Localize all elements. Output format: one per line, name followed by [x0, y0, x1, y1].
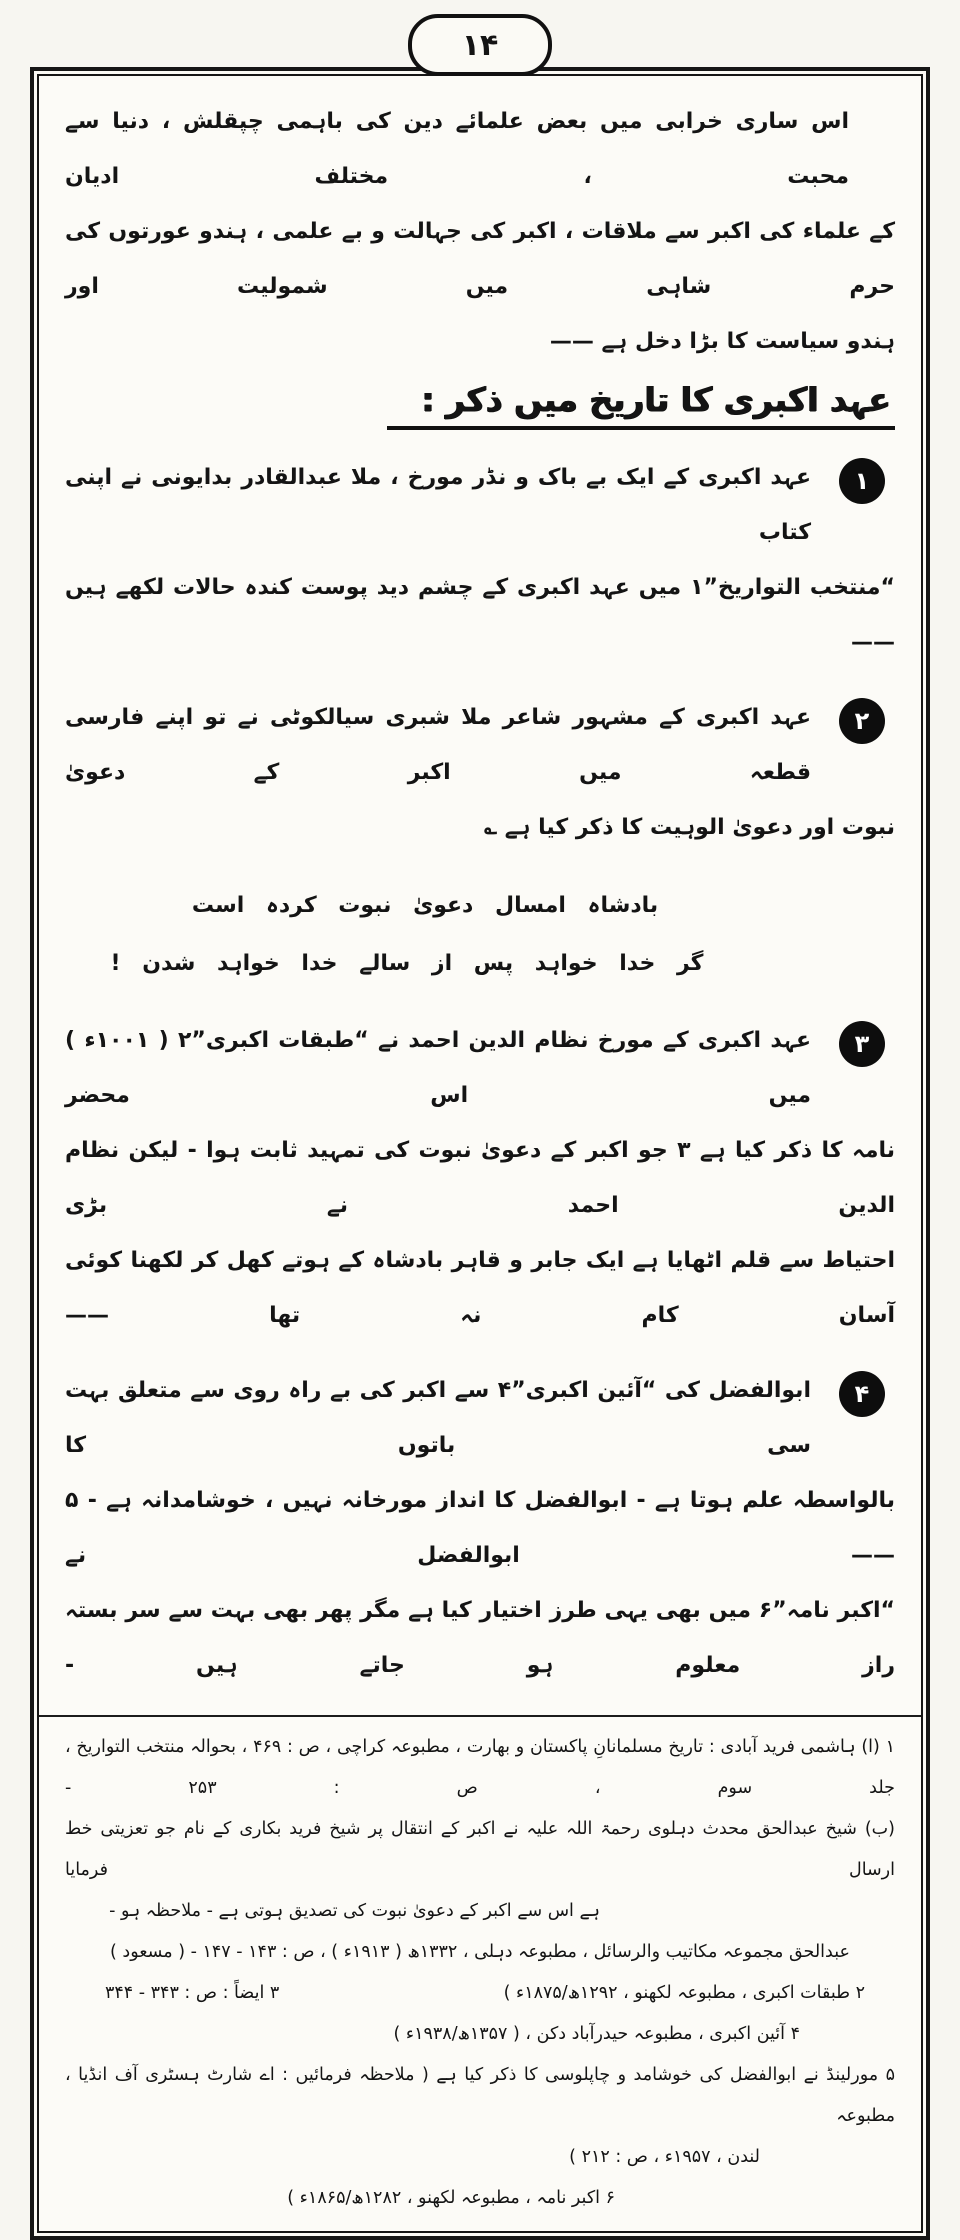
footnote-2-3-row [65, 1973, 895, 2014]
list-item-4 [65, 1363, 895, 1693]
footnote-1-line-a: ۱ (ا) ہاشمی فرید آبادی : تاریخ مسلمانانِ پاکستان و بھارت ، مطبوعہ کراچی ، ص : ۴۶۹ ، بحوالہ منتخب التواریخ ، جلد سوم ، ص : ۲۵۳ - [65, 1737, 895, 1798]
item-1-line-1: عہد اکبری کے ایک بے باک و نڈر مورخ ، ملا عبدالقادر بدایونی نے اپنی کتاب [65, 465, 811, 545]
intro-line-2: کے علماء کی اکبر سے ملاقات ، اکبر کی جہالت و بے علمی ، ہندو عورتوں کی حرم شاہی میں شمولیت اور [65, 219, 895, 299]
item-3-line-2: نامہ کا ذکر کیا ہے ۳ جو اکبر کے دعویٰ نبوت کی تمہید ثابت ہوا - لیکن نظام الدین احمد نے بڑی [65, 1138, 895, 1218]
footnote-2: ۲ طبقات اکبری ، مطبوعہ لکھنو ، ۱۲۹۲ھ/۱۸۷۵ء ) [503, 1983, 865, 2003]
item-3-line-3: احتیاط سے قلم اٹھایا ہے ایک جابر و قاہر بادشاہ کے ہوتے کھل کر لکھنا کوئی آسان کام نہ تھا —— [65, 1248, 895, 1328]
list-item-1 [65, 450, 895, 670]
item-4-line-3: “اکبر نامہ”۶ میں بھی یہی طرز اختیار کیا ہے مگر پھر بھی بہت سے سر بستہ راز معلوم ہو جاتے ہیں - [65, 1598, 895, 1678]
footnote-1-line-d: عبدالحق مجموعہ مکاتیب والرسائل ، مطبوعہ دہلی ، ۱۳۳۲ھ ( ۱۹۱۳ء ) ، ص : ۱۴۳ - ۱۴۷ - ( مسعود ) [110, 1942, 850, 1962]
item-4-number-badge: ۴ [839, 1371, 885, 1417]
intro-paragraph [65, 94, 895, 369]
item-1-number-badge: ۱ [839, 458, 885, 504]
item-3-line-1: عہد اکبری کے مورخ نظام الدین احمد نے “طبقات اکبری”۲ ( ۱۰۰۱ء ) میں اس محضر [65, 1028, 812, 1108]
couplet-line-2: گر خدا خواہد پس از سالے خدا خواہد شدن ! [110, 951, 704, 976]
list-item-3 [65, 1013, 895, 1343]
section-heading: عہد اکبری کا تاریخ میں ذکر : [387, 381, 895, 430]
item-2-line-1: عہد اکبری کے مشہور شاعر ملا شبری سیالکوٹی نے تو اپنے فارسی قطعہ میں اکبر کے دعویٰ [65, 705, 811, 785]
page-border-outer [30, 67, 930, 2240]
item-2-number-badge: ۲ [839, 698, 885, 744]
footnote-4: ۴ آئین اکبری ، مطبوعہ حیدرآباد دکن ، ( ۱۳۵۷ھ/۱۹۳۸ء ) [393, 2024, 800, 2044]
footnotes-section [65, 1727, 895, 2219]
couplet-line-1: بادشاہ امسال دعویٰ نبوت کردہ است [191, 893, 659, 918]
footnote-5-line-a: ۵ مورلینڈ نے ابوالفضل کی خوشامد و چاپلوسی کا ذکر کیا ہے ( ملاحظہ فرمائیں : اے شارٹ ہسٹری آف انڈیا ، مطبوعہ [65, 2065, 895, 2126]
item-4-line-1: ابوالفضل کی “آئین اکبری”۴ سے اکبر کی بے راہ روی سے متعلق بہت سی باتوں کا [65, 1378, 811, 1458]
page-number: ۱۴ [461, 27, 499, 63]
footnote-6: ۶ اکبر نامہ ، مطبوعہ لکھنو ، ۱۲۸۲ھ/۱۸۶۵ء ) [287, 2188, 615, 2208]
item-3-number-badge: ۳ [839, 1021, 885, 1067]
section-heading-row [65, 381, 895, 430]
footnote-5-line-b: لندن ، ۱۹۵۷ء ، ص : ۲۱۲ ) [569, 2147, 760, 2167]
footnote-divider [39, 1715, 921, 1717]
item-4-line-2: بالواسطہ علم ہوتا ہے - ابوالفضل کا انداز مورخانہ نہیں ، خوشامدانہ ہے - ۵ —— ابوالفضل نے [65, 1488, 895, 1568]
intro-line-1: اس ساری خرابی میں بعض علمائے دین کی باہمی چپقلش ، دنیا سے محبت ، مختلف ادیان [65, 109, 849, 189]
page-number-badge [408, 14, 552, 76]
item-1-line-2: “منتخب التواریخ”۱ میں عہد اکبری کے چشم دید پوست کندہ حالات لکھے ہیں —— [65, 575, 895, 655]
persian-couplet [10, 877, 840, 993]
page-border-inner [37, 74, 923, 2233]
list-item-2 [65, 690, 895, 855]
footnote-1-line-c: ہے اس سے اکبر کے دعویٰ نبوت کی تصدیق ہوتی ہے - ملاحظہ ہو - [109, 1901, 600, 1921]
item-2-line-2: نبوت اور دعویٰ الوہیت کا ذکر کیا ہے ؎ [484, 815, 895, 840]
footnote-1-line-b: (ب) شیخ عبدالحق محدث دہلوی رحمۃ اللہ علیہ نے اکبر کے انتقال پر شیخ فرید بکاری کے نام جو تعزیتی خط ارسال فرمایا [65, 1819, 895, 1880]
intro-line-3: ہندو سیاست کا بڑا دخل ہے —— [549, 329, 895, 354]
footnote-3: ۳ ایضاً : ص : ۳۴۳ - ۳۴۴ [105, 1983, 280, 2003]
